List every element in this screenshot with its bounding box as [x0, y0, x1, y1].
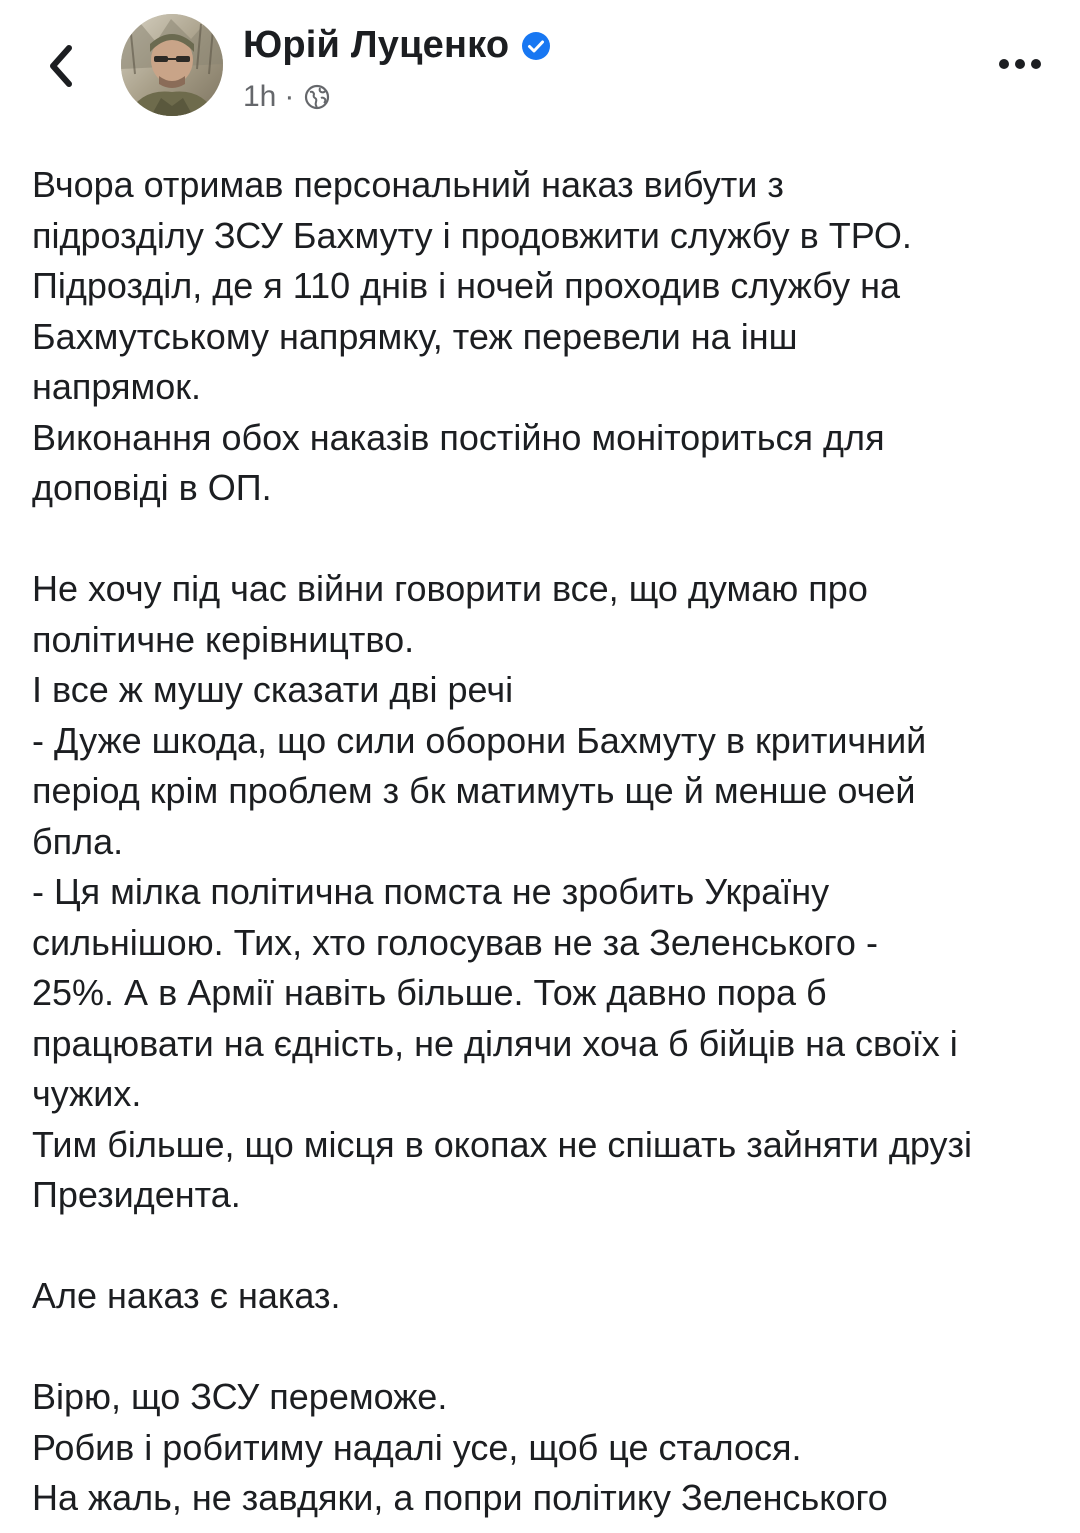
chevron-left-icon: [45, 44, 75, 88]
author-name-text: Юрій Луценко: [243, 24, 510, 66]
verified-badge-icon: [521, 31, 551, 61]
author-avatar[interactable]: [121, 14, 223, 116]
post-line: Вірю, що ЗСУ переможе.: [32, 1376, 448, 1417]
post-line: підрозділу ЗСУ Бахмуту і продовжити службу в ТРО.: [32, 214, 912, 256]
post-line: період крім проблем з бк матимуть ще й менше очей: [32, 770, 916, 811]
author-name[interactable]: [243, 24, 551, 67]
more-options-button[interactable]: [990, 44, 1050, 84]
post-line: напрямок.: [32, 366, 202, 407]
post-meta: [243, 80, 330, 114]
post-line: працювати на єдність, не ділячи хоча б бійців на своїх і: [32, 1022, 958, 1064]
post-line: сильнішою. Тих, хто голосував не за Зеленського -: [32, 921, 878, 963]
post-line: доповіді в ОП.: [32, 467, 272, 508]
post-line: Робив і робитиму надалі усе, щоб це сталося.: [32, 1426, 802, 1468]
post-line: Не хочу під час війни говорити все, що думаю про: [32, 568, 868, 609]
paragraph-break: [32, 514, 1062, 565]
meta-separator: ·: [284, 80, 295, 113]
globe-icon: [304, 84, 330, 110]
paragraph-break: [32, 1322, 1062, 1373]
post-line: Президента.: [32, 1174, 241, 1215]
post-line: Підрозділ, де я 110 днів і ночей проходив службу на: [32, 265, 901, 306]
post-text: [32, 160, 1062, 1524]
post-line: Виконання обох наказів постійно моніториться для: [32, 416, 885, 458]
back-button[interactable]: [30, 36, 90, 96]
avatar-photo: [121, 14, 223, 116]
post-line: 25%. А в Армії навіть більше. Тож давно пора б: [32, 972, 827, 1013]
post-line: І все ж мушу сказати дві речі: [32, 669, 514, 710]
post-line: На жаль, не завдяки, а попри політику Зеленського: [32, 1477, 888, 1518]
more-horizontal-icon: [998, 58, 1042, 70]
post-time[interactable]: 1h: [243, 80, 277, 113]
post-line: Тим більше, що місця в окопах не спішать зайняти друзі: [32, 1123, 972, 1165]
paragraph-break: [32, 1221, 1062, 1272]
post-line: Вчора отримав персональний наказ вибути з: [32, 164, 784, 205]
post-line: Але наказ є наказ.: [32, 1275, 341, 1316]
post-header: [0, 0, 1080, 130]
post-line: політичне керівництво.: [32, 618, 415, 660]
post-line: бпла.: [32, 820, 124, 862]
post-line: - Ця мілка політична помста не зробить Україну: [32, 871, 830, 912]
post-line: - Дуже шкода, що сили оборони Бахмуту в критичний: [32, 719, 927, 761]
post-line: чужих.: [32, 1073, 142, 1114]
post-line: Бахмутському напрямку, теж перевели на інш: [32, 315, 798, 357]
